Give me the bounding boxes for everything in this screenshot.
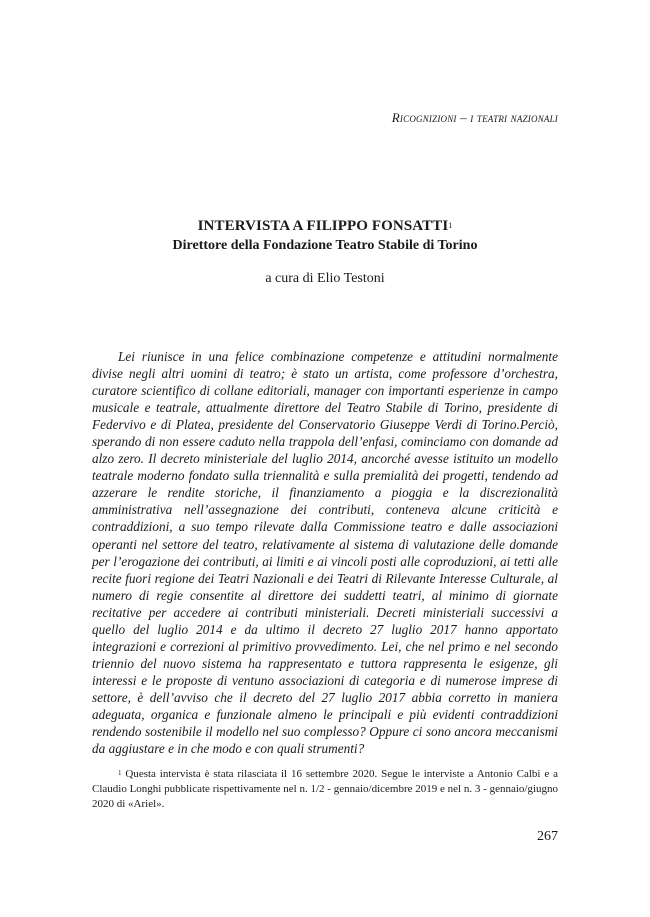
article-title-text: INTERVISTA A FILIPPO FONSATTI — [197, 218, 449, 234]
running-head — [392, 110, 558, 126]
running-head-text: icognizioni – i teatri nazionali — [399, 110, 558, 125]
title-footnote-ref[interactable]: 1 — [448, 221, 453, 230]
footnote-text: Questa intervista è stata rilasciata il 16 settembre 2020. Segue le interviste a Antonio Calbi e a Claudio Longhi pubblicate rispettivamente nel n. 1/2 - gennaio/dicembre 2019 e nel n. 3 - gennaio/giugno 2020 di «Ariel». — [92, 768, 558, 811]
title-block — [92, 217, 558, 288]
article-subtitle: Direttore della Fondazione Teatro Stabile di Torino — [172, 238, 478, 253]
interview-question: Lei riunisce in una felice combinazione competenze e attitudini normalmente divise negli altri uomini di teatro; è stato un artista, come professore d’orchestra, curatore scientifico di collane editoriali, manager con importanti esperienze in campo musicale e teatrale, attualmente direttore del Teatro Stabile di Torino, presidente di Federvivo e di Platea, presidente del Conservatorio Giuseppe Verdi di Torino.Perciò, sperando di non essere caduto nella trappola dell’enfasi, cominciamo con domande ad alzo zero. Il decreto ministeriale del luglio 2014, ancorché avesse istituito un modello teatrale moderno fondato sulla triennalità e sulla premialità dei progetti, tendendo ad azzerare le rendite storiche, il finanziamento a pioggia e la discrezionalità amministrativa nell’assegnazione dei contributi, conteneva alcune criticità e contraddizioni, a suo tempo rilevate dalla Commissione teatro e dalle associazioni operanti nel settore del teatro, relativamente al sistema di valutazione delle domande per l’erogazione dei contributi, ai limiti e ai vincoli posti alle coproduzioni, ai tetti alle recite fuori regione dei Teatri Nazionali e dei Teatri di Rilevante Interesse Culturale, al numero di regie consentite al direttore dei suddetti teatri, al minimo di giornate recitative per accedere ai contributi ministeriali. Decreti ministeriali successivi a quello del luglio 2014 e da ultimo il decreto 27 luglio 2017 hanno apportato integrazioni e correzioni al primitivo provvedimento. Lei, che nel primo e nel secondo triennio del nuovo sistema ha rappresentato e tuttora rappresenta le esigenze, gli interessi e le proposte di ventuno associazioni di categoria e di numerose imprese di settore, è dell’avviso che il decreto del 27 luglio 2017 abbia corretto in maniera adeguata, organica e funzionale almeno le principali e più evidenti contraddizioni rendendo sostenibile il modello nel suo complesso? Oppure ci sono ancora meccanismi da aggiustare e in che modo e con quali strumenti? — [92, 349, 558, 757]
running-head-initial: R — [391, 110, 400, 125]
page-number: 267 — [537, 829, 558, 844]
curator-line: a cura di Elio Testoni — [265, 271, 385, 286]
footnote-number: 1 — [118, 769, 122, 777]
article-title — [92, 217, 558, 236]
footnote — [92, 767, 558, 813]
